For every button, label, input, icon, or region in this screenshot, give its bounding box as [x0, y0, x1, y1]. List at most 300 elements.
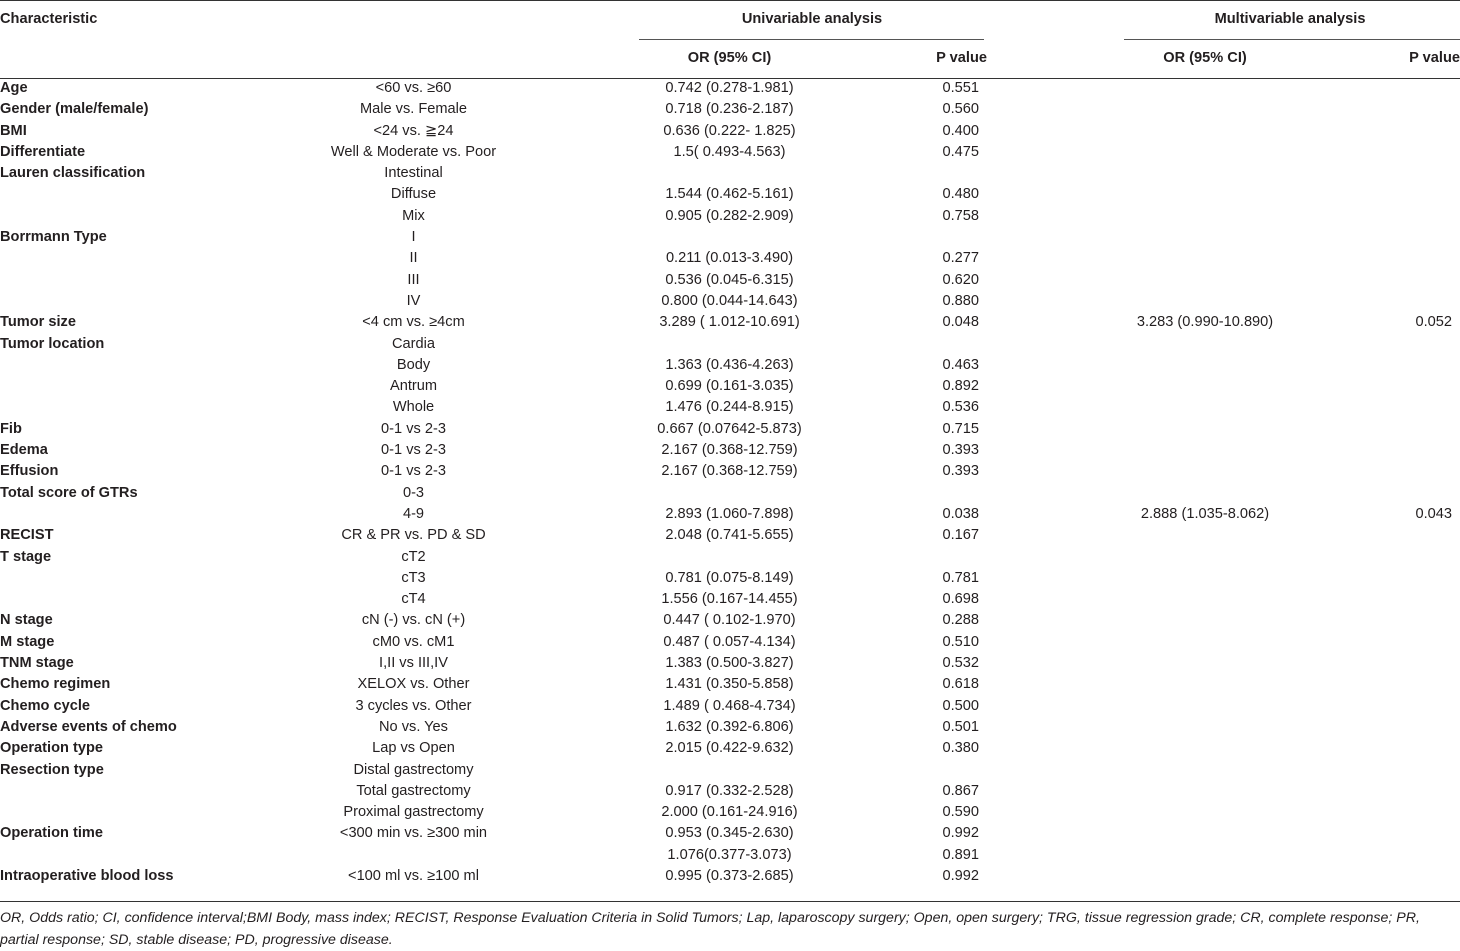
row-characteristic [0, 291, 230, 312]
row-spacer [987, 653, 1105, 674]
header-multi-or: OR (95% CI) [1163, 50, 1247, 66]
row-multivariable-or [1105, 483, 1305, 504]
table-row [0, 376, 1460, 397]
row-subgroup: Well & Moderate vs. Poor [330, 143, 497, 160]
row-multivariable-p [1305, 99, 1460, 120]
row-subgroup: Distal gastrectomy [353, 761, 474, 778]
row-univariable-or: 1.383 (0.500-3.827) [665, 655, 794, 672]
row-multivariable-or: 3.283 (0.990-10.890) [1136, 314, 1274, 331]
row-univariable-p: 0.891 [942, 846, 979, 863]
row-univariable-p: 0.475 [942, 143, 979, 160]
row-multivariable-p [1305, 397, 1460, 418]
row-multivariable-p [1305, 589, 1460, 610]
row-multivariable-p [1305, 525, 1460, 546]
row-characteristic [0, 781, 230, 802]
table-row [0, 334, 1460, 355]
row-multivariable-or [1105, 355, 1305, 376]
row-univariable-or: 3.289 ( 1.012-10.691) [659, 314, 800, 331]
row-univariable-p: 0.867 [942, 782, 979, 799]
row-univariable-or: 0.536 (0.045-6.315) [665, 271, 794, 288]
row-univariable-p: 0.536 [942, 399, 979, 416]
row-characteristic [0, 355, 230, 376]
top-rule [0, 0, 1460, 1]
row-univariable-or: 0.742 (0.278-1.981) [665, 80, 794, 96]
row-subgroup: Male vs. Female [359, 101, 468, 118]
row-subgroup: I,II vs III,IV [379, 655, 448, 672]
row-univariable-or [597, 760, 832, 781]
table-row [0, 440, 1460, 461]
row-univariable-p: 0.048 [942, 314, 979, 331]
row-univariable-or: 1.476 (0.244-8.915) [665, 399, 794, 416]
row-multivariable-p [1305, 547, 1460, 568]
row-subgroup: cM0 vs. cM1 [372, 633, 455, 650]
row-multivariable-or [1105, 738, 1305, 759]
table-row [0, 184, 1460, 205]
row-multivariable-p [1305, 334, 1460, 355]
multivariable-underline [1124, 39, 1460, 40]
row-univariable-or: 0.953 (0.345-2.630) [665, 825, 794, 842]
table-row [0, 781, 1460, 802]
row-characteristic: T stage [0, 548, 52, 565]
row-multivariable-or [1105, 653, 1305, 674]
row-spacer [987, 547, 1105, 568]
row-characteristic: Total score of GTRs [0, 484, 138, 501]
header-multi-p: P value [1409, 50, 1460, 66]
table-row [0, 610, 1460, 631]
row-subgroup: cT4 [401, 591, 426, 608]
row-characteristic: Gender (male/female) [0, 101, 149, 118]
row-characteristic: N stage [0, 612, 53, 629]
row-characteristic [0, 568, 230, 589]
row-univariable-or: 2.893 (1.060-7.898) [665, 505, 794, 522]
row-spacer [987, 781, 1105, 802]
row-multivariable-p [1305, 568, 1460, 589]
row-characteristic: Lauren classification [0, 165, 146, 182]
row-spacer [987, 760, 1105, 781]
table-row [0, 568, 1460, 589]
row-univariable-p: 0.560 [942, 101, 979, 118]
table-row [0, 206, 1460, 227]
row-characteristic: Chemo regimen [0, 676, 111, 693]
row-spacer [987, 483, 1105, 504]
row-characteristic [0, 504, 230, 525]
row-univariable-or: 1.556 (0.167-14.455) [661, 591, 798, 608]
row-univariable-or: 2.015 (0.422-9.632) [665, 740, 794, 757]
row-subgroup: Whole [392, 399, 435, 416]
row-spacer [987, 461, 1105, 482]
row-univariable-p [832, 227, 987, 248]
row-characteristic: Resection type [0, 761, 104, 778]
row-subgroup: 4-9 [402, 505, 425, 522]
row-subgroup: Cardia [392, 335, 435, 352]
row-multivariable-or [1105, 461, 1305, 482]
row-multivariable-p [1305, 121, 1460, 142]
row-univariable-or: 2.048 (0.741-5.655) [665, 527, 794, 544]
row-spacer [987, 99, 1105, 120]
table-row [0, 483, 1460, 504]
header-row-columns [0, 38, 1460, 78]
row-multivariable-p [1305, 291, 1460, 312]
row-spacer [987, 121, 1105, 142]
table-row [0, 504, 1460, 525]
row-multivariable-p [1305, 610, 1460, 631]
row-univariable-p: 0.510 [942, 633, 979, 650]
row-univariable-or: 0.699 (0.161-3.035) [665, 378, 794, 395]
row-multivariable-p [1305, 483, 1460, 504]
row-subgroup: cT3 [401, 569, 426, 586]
table-body [0, 78, 1460, 887]
row-spacer [987, 674, 1105, 695]
row-multivariable-p [1305, 696, 1460, 717]
row-univariable-p: 0.480 [942, 186, 979, 203]
row-spacer [987, 419, 1105, 440]
row-univariable-or: 0.917 (0.332-2.528) [665, 782, 794, 799]
header-characteristic: Characteristic [0, 11, 98, 27]
row-univariable-or: 0.667 (0.07642-5.873) [657, 420, 802, 437]
row-characteristic [0, 206, 230, 227]
row-univariable-p: 0.590 [942, 804, 979, 821]
row-univariable-p: 0.532 [942, 655, 979, 672]
row-subgroup: III [407, 271, 420, 288]
table-row [0, 738, 1460, 759]
row-multivariable-or [1105, 589, 1305, 610]
row-univariable-or: 0.447 ( 0.102-1.970) [663, 612, 796, 629]
row-subgroup: CR & PR vs. PD & SD [341, 527, 486, 544]
row-multivariable-or [1105, 248, 1305, 269]
row-spacer [987, 696, 1105, 717]
row-characteristic [0, 589, 230, 610]
row-univariable-p: 0.501 [942, 718, 979, 735]
row-univariable-p: 0.288 [942, 612, 979, 629]
row-multivariable-p [1305, 376, 1460, 397]
row-characteristic [0, 270, 230, 291]
table-row [0, 270, 1460, 291]
row-subgroup: cN (-) vs. cN (+) [361, 612, 466, 629]
row-spacer [987, 184, 1105, 205]
row-characteristic: Fib [0, 420, 22, 437]
row-multivariable-p: 0.043 [1415, 505, 1452, 522]
row-subgroup: Diffuse [390, 186, 437, 203]
row-multivariable-p [1305, 355, 1460, 376]
row-multivariable-p [1305, 866, 1460, 887]
row-multivariable-or [1105, 674, 1305, 695]
row-univariable-or: 1.489 ( 0.468-4.734) [663, 697, 796, 714]
row-multivariable-or [1105, 291, 1305, 312]
header-multivariable: Multivariable analysis [1214, 11, 1366, 27]
row-subgroup: II [409, 250, 418, 267]
row-subgroup: IV [406, 292, 421, 309]
row-multivariable-or [1105, 823, 1305, 844]
row-characteristic: Tumor location [0, 335, 105, 352]
row-univariable-or: 2.167 (0.368-12.759) [661, 442, 798, 459]
row-multivariable-p [1305, 823, 1460, 844]
row-multivariable-p [1305, 845, 1460, 866]
row-subgroup: 0-3 [402, 484, 425, 501]
row-multivariable-p [1305, 163, 1460, 184]
row-univariable-p [832, 760, 987, 781]
row-spacer [987, 632, 1105, 653]
table-row [0, 248, 1460, 269]
row-spacer [987, 589, 1105, 610]
row-multivariable-or [1105, 760, 1305, 781]
table-row [0, 717, 1460, 738]
row-subgroup [230, 845, 597, 866]
row-multivariable-or [1105, 376, 1305, 397]
row-spacer [987, 610, 1105, 631]
header-uni-p: P value [936, 50, 987, 66]
row-univariable-p: 0.277 [942, 250, 979, 267]
row-multivariable-or [1105, 717, 1305, 738]
row-univariable-p: 0.992 [942, 825, 979, 842]
row-multivariable-or [1105, 419, 1305, 440]
row-univariable-p: 0.698 [942, 591, 979, 608]
row-characteristic: Age [0, 80, 28, 96]
row-subgroup: <300 min vs. ≥300 min [339, 825, 488, 842]
row-characteristic: Tumor size [0, 314, 76, 331]
row-univariable-or: 1.363 (0.436-4.263) [665, 356, 794, 373]
row-univariable-p: 0.992 [942, 867, 979, 884]
row-multivariable-or: 2.888 (1.035-8.062) [1140, 505, 1270, 522]
table-row [0, 632, 1460, 653]
row-univariable-or: 1.544 (0.462-5.161) [665, 186, 794, 203]
row-spacer [987, 845, 1105, 866]
row-spacer [987, 206, 1105, 227]
row-multivariable-or [1105, 121, 1305, 142]
row-characteristic [0, 248, 230, 269]
row-multivariable-p [1305, 802, 1460, 823]
row-spacer [987, 227, 1105, 248]
row-characteristic: Edema [0, 442, 48, 459]
row-subgroup: 0-1 vs 2-3 [381, 442, 446, 459]
table-row [0, 653, 1460, 674]
row-univariable-p: 0.500 [942, 697, 979, 714]
table-row [0, 823, 1460, 844]
row-multivariable-or [1105, 696, 1305, 717]
row-univariable-p: 0.618 [942, 676, 979, 693]
row-multivariable-p [1305, 717, 1460, 738]
table-row [0, 397, 1460, 418]
row-multivariable-p [1305, 419, 1460, 440]
row-univariable-or: 0.211 (0.013-3.490) [665, 250, 794, 267]
row-spacer [987, 504, 1105, 525]
row-subgroup: 0-1 vs 2-3 [381, 463, 446, 480]
table-row [0, 802, 1460, 823]
row-univariable-p: 0.781 [942, 569, 979, 586]
row-spacer [987, 738, 1105, 759]
row-univariable-p [832, 483, 987, 504]
row-univariable-or: 0.718 (0.236-2.187) [665, 101, 794, 118]
row-univariable-or: 0.800 (0.044-14.643) [661, 292, 798, 309]
row-univariable-or: 1.076(0.377-3.073) [667, 846, 792, 863]
row-spacer [987, 802, 1105, 823]
row-multivariable-or [1105, 568, 1305, 589]
row-spacer [987, 440, 1105, 461]
row-multivariable-or [1105, 78, 1305, 99]
row-subgroup: <24 vs. ≧24 [373, 122, 454, 139]
row-multivariable-p: 0.052 [1415, 314, 1452, 331]
row-multivariable-p [1305, 142, 1460, 163]
table-row [0, 291, 1460, 312]
row-multivariable-or [1105, 184, 1305, 205]
row-characteristic [0, 397, 230, 418]
row-univariable-or: 0.905 (0.282-2.909) [665, 207, 794, 224]
row-multivariable-or [1105, 525, 1305, 546]
row-multivariable-or [1105, 227, 1305, 248]
row-multivariable-or [1105, 142, 1305, 163]
row-subgroup: I [411, 229, 416, 246]
row-subgroup: No vs. Yes [379, 718, 448, 735]
table-row [0, 355, 1460, 376]
row-spacer [987, 270, 1105, 291]
row-subgroup: Lap vs Open [372, 740, 455, 757]
row-univariable-p: 0.393 [942, 463, 979, 480]
row-spacer [987, 248, 1105, 269]
table-row [0, 78, 1460, 99]
table-row [0, 525, 1460, 546]
table-footnote: OR, Odds ratio; CI, confidence interval;BMI Body, mass index; RECIST, Response Evaluation Criteria in Solid Tumors; Lap, laparoscopy surgery; Open, open surgery; TRG, tissue regression grade; CR, complete response; PR, partial response; SD, stable disease; PD, progressive disease. [0, 910, 1420, 948]
row-multivariable-p [1305, 760, 1460, 781]
row-univariable-or: 0.995 (0.373-2.685) [665, 867, 794, 884]
row-characteristic: Differentiate [0, 143, 86, 160]
row-multivariable-or [1105, 866, 1305, 887]
row-subgroup: <100 ml vs. ≥100 ml [348, 867, 479, 884]
row-characteristic: Effusion [0, 463, 59, 480]
row-univariable-or [597, 547, 832, 568]
row-spacer [987, 78, 1105, 99]
row-univariable-or [597, 163, 832, 184]
table-row [0, 99, 1460, 120]
row-univariable-p: 0.551 [942, 80, 979, 96]
row-univariable-p: 0.393 [942, 442, 979, 459]
row-characteristic: Operation time [0, 825, 103, 842]
row-univariable-p: 0.463 [942, 356, 979, 373]
row-univariable-p: 0.620 [942, 271, 979, 288]
row-univariable-p: 0.167 [942, 527, 979, 544]
row-univariable-or: 1.632 (0.392-6.806) [665, 718, 794, 735]
table-row [0, 461, 1460, 482]
row-multivariable-p [1305, 461, 1460, 482]
row-characteristic: Chemo cycle [0, 697, 91, 714]
row-spacer [987, 525, 1105, 546]
row-multivariable-or [1105, 206, 1305, 227]
row-characteristic: Borrmann Type [0, 229, 107, 246]
row-univariable-p [832, 163, 987, 184]
row-spacer [987, 397, 1105, 418]
row-subgroup: Mix [402, 207, 425, 224]
row-multivariable-p [1305, 184, 1460, 205]
row-multivariable-p [1305, 270, 1460, 291]
row-univariable-or: 1.431 (0.350-5.858) [665, 676, 794, 693]
row-characteristic: TNM stage [0, 655, 74, 672]
row-spacer [987, 312, 1105, 333]
row-univariable-p: 0.400 [942, 122, 979, 139]
row-spacer [987, 376, 1105, 397]
row-subgroup: Intestinal [384, 165, 443, 182]
row-spacer [987, 866, 1105, 887]
row-multivariable-or [1105, 99, 1305, 120]
row-multivariable-or [1105, 781, 1305, 802]
row-univariable-p: 0.880 [942, 292, 979, 309]
table-row [0, 142, 1460, 163]
row-univariable-or [597, 334, 832, 355]
row-multivariable-p [1305, 78, 1460, 99]
row-multivariable-p [1305, 781, 1460, 802]
table-row [0, 696, 1460, 717]
table-row [0, 845, 1460, 866]
row-spacer [987, 355, 1105, 376]
row-characteristic: Intraoperative blood loss [0, 867, 174, 884]
row-characteristic: RECIST [0, 527, 54, 544]
row-subgroup: Antrum [389, 378, 438, 395]
row-univariable-p [832, 547, 987, 568]
row-multivariable-or [1105, 163, 1305, 184]
row-multivariable-or [1105, 802, 1305, 823]
row-multivariable-p [1305, 248, 1460, 269]
row-univariable-or: 1.5( 0.493-4.563) [673, 143, 786, 160]
row-subgroup: cT2 [401, 548, 426, 565]
table-row [0, 760, 1460, 781]
row-univariable-or: 2.000 (0.161-24.916) [661, 804, 798, 821]
row-subgroup: Body [396, 356, 431, 373]
table-row [0, 227, 1460, 248]
table-row [0, 312, 1460, 333]
row-multivariable-or [1105, 610, 1305, 631]
header-uni-or: OR (95% CI) [687, 50, 772, 66]
row-univariable-p: 0.038 [942, 505, 979, 522]
row-spacer [987, 142, 1105, 163]
row-subgroup: 0-1 vs 2-3 [381, 420, 446, 437]
row-univariable-p: 0.758 [942, 207, 979, 224]
row-univariable-or: 0.636 (0.222- 1.825) [663, 122, 796, 139]
row-subgroup: Total gastrectomy [356, 782, 471, 799]
row-multivariable-or [1105, 440, 1305, 461]
row-univariable-or [597, 227, 832, 248]
row-characteristic [0, 802, 230, 823]
table-row [0, 589, 1460, 610]
row-univariable-or: 2.167 (0.368-12.759) [661, 463, 798, 480]
table-row [0, 419, 1460, 440]
table-row [0, 547, 1460, 568]
row-multivariable-p [1305, 632, 1460, 653]
row-multivariable-p [1305, 674, 1460, 695]
row-subgroup: XELOX vs. Other [357, 676, 470, 693]
row-subgroup: <4 cm vs. ≥4cm [362, 314, 465, 331]
row-spacer [987, 291, 1105, 312]
row-spacer [987, 568, 1105, 589]
row-characteristic: BMI [0, 122, 27, 139]
row-multivariable-or [1105, 334, 1305, 355]
row-multivariable-or [1105, 270, 1305, 291]
row-subgroup: Proximal gastrectomy [343, 804, 484, 821]
row-multivariable-p [1305, 653, 1460, 674]
row-multivariable-or [1105, 547, 1305, 568]
row-multivariable-or [1105, 397, 1305, 418]
row-univariable-p: 0.892 [942, 378, 979, 395]
table-row [0, 674, 1460, 695]
table-bottom-rule [0, 901, 1460, 902]
row-univariable-or: 0.487 ( 0.057-4.134) [663, 633, 796, 650]
univariable-underline [639, 39, 984, 40]
row-univariable-p: 0.380 [942, 740, 979, 757]
table-row [0, 163, 1460, 184]
row-characteristic: Adverse events of chemo [0, 718, 177, 735]
row-univariable-p [832, 334, 987, 355]
row-univariable-or [597, 483, 832, 504]
row-multivariable-or [1105, 845, 1305, 866]
row-spacer [987, 334, 1105, 355]
row-characteristic [0, 376, 230, 397]
row-subgroup: <60 vs. ≥60 [375, 80, 452, 96]
